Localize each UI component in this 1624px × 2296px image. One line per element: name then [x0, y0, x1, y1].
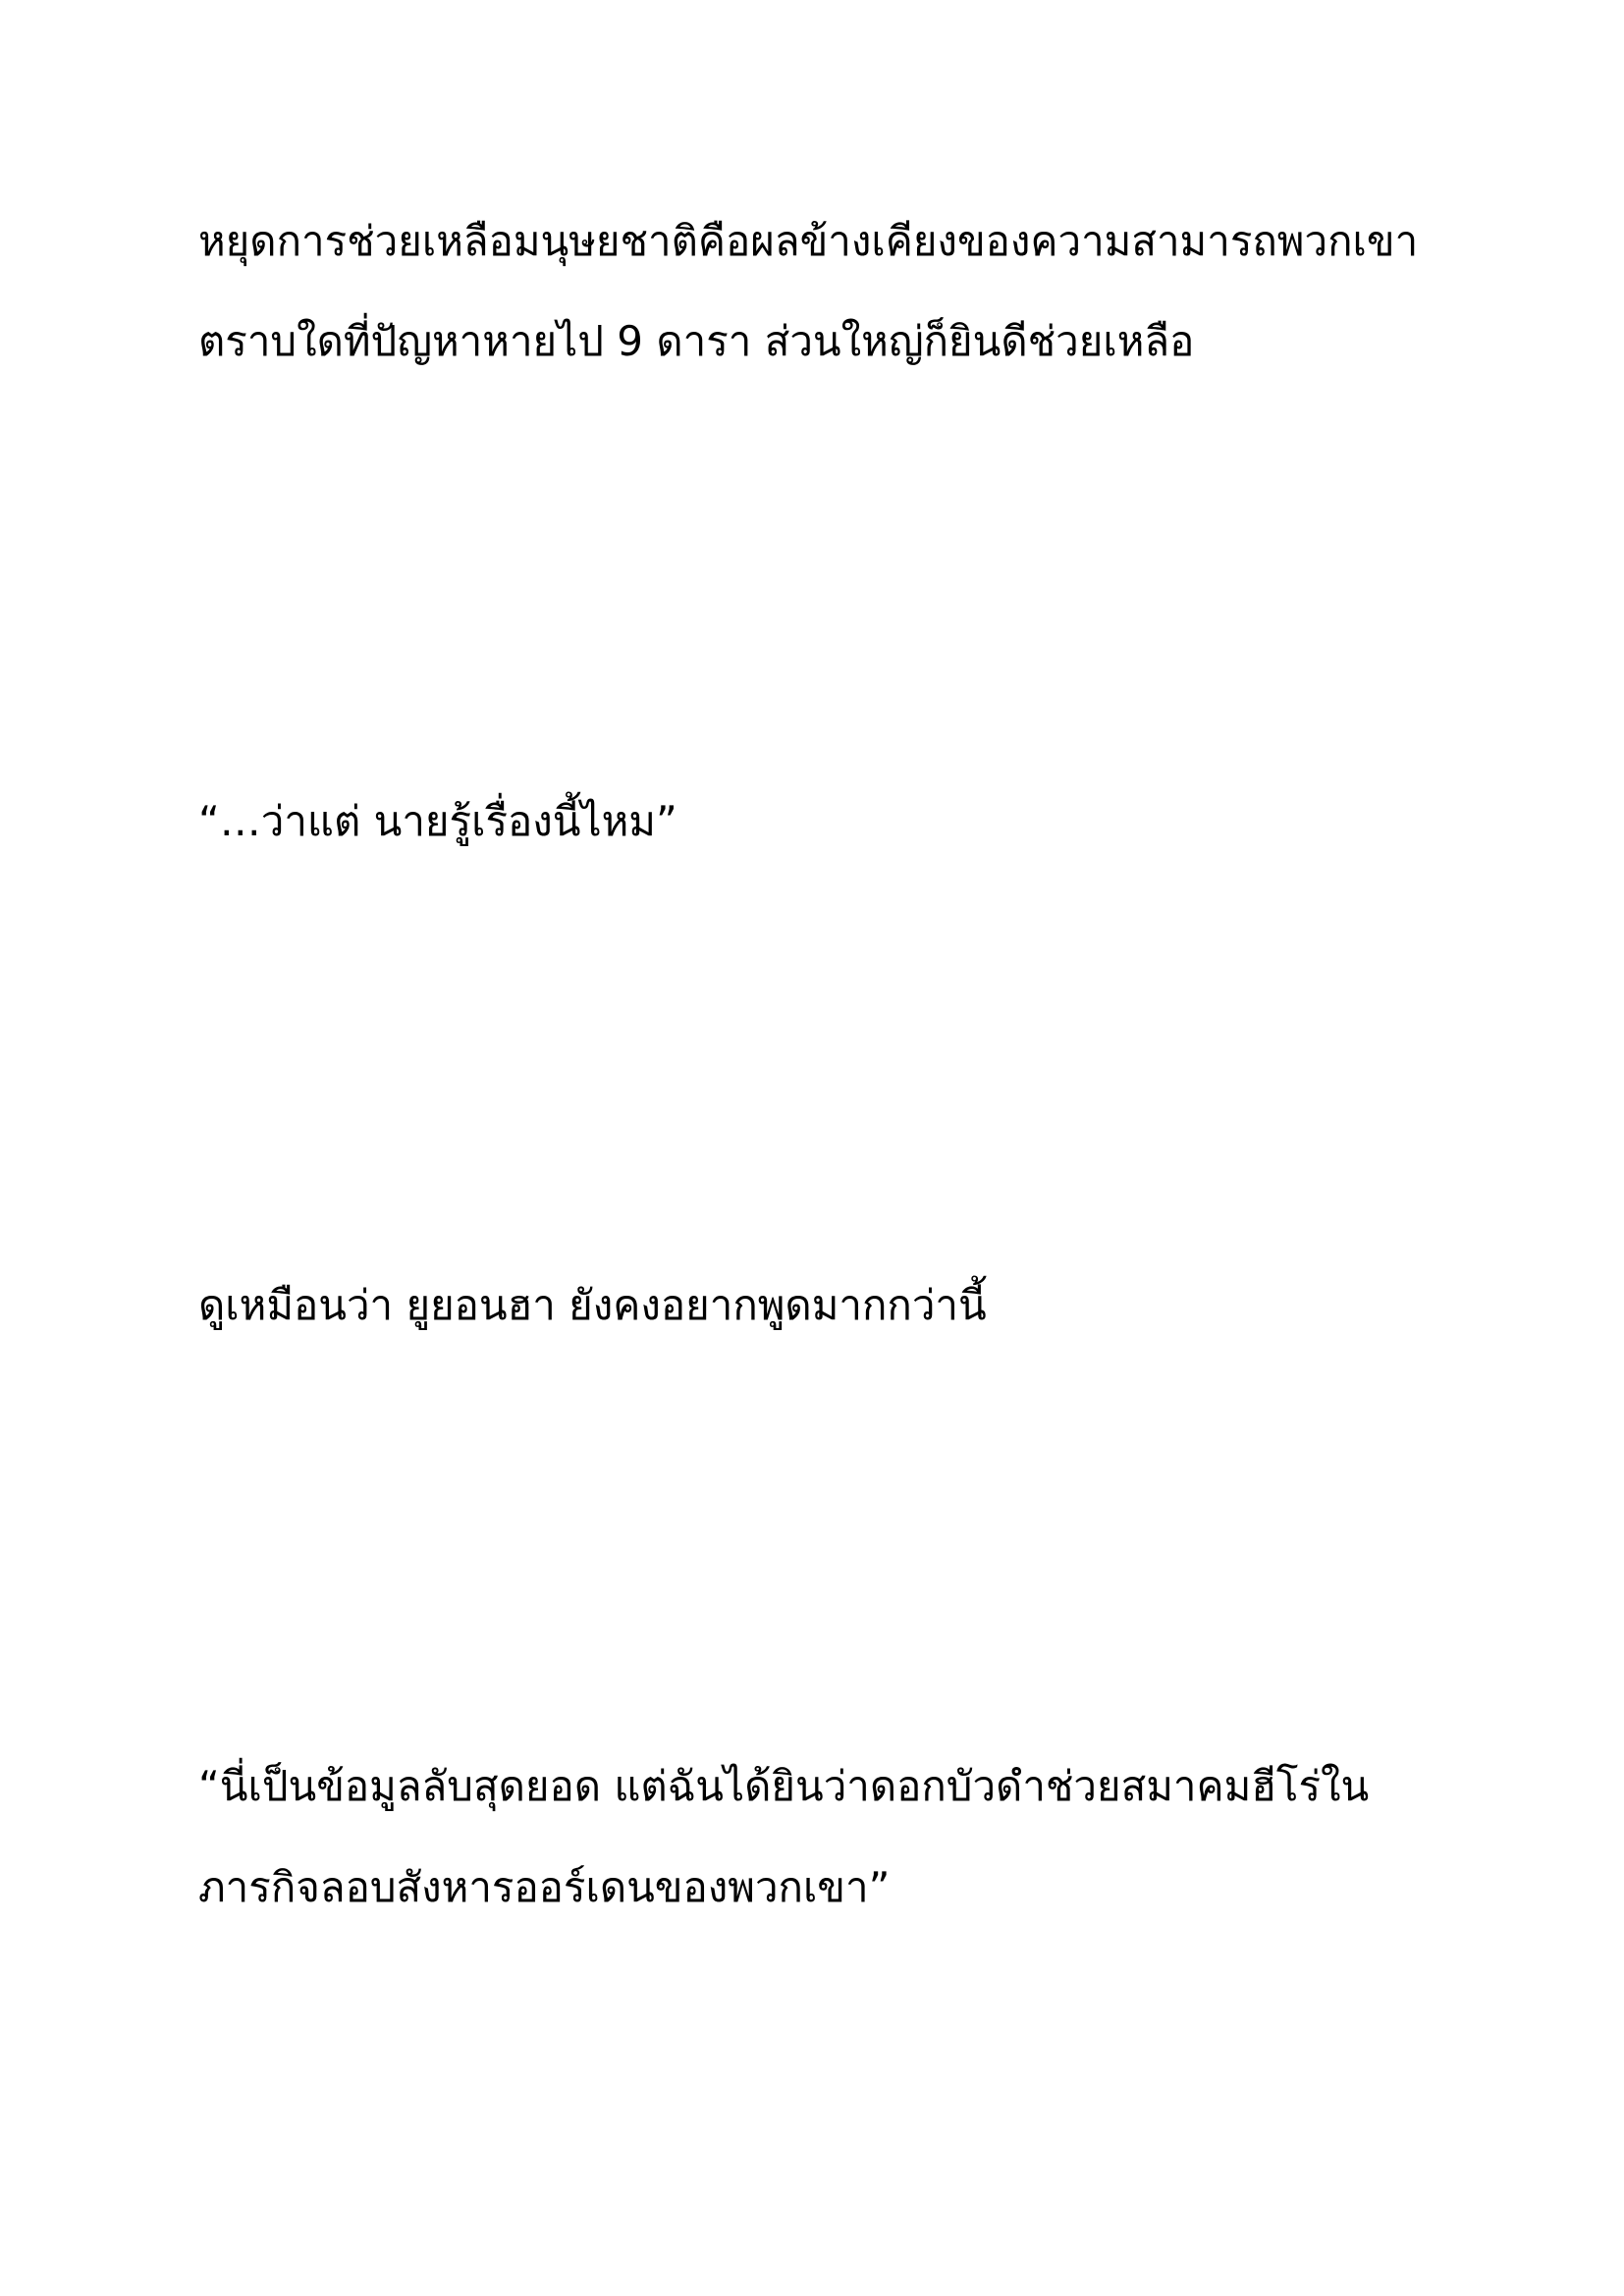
text-line: หยุดการช่วยเหลือมนุษยชาติคือผลข้างเคียงของความสามารถพวกเขา — [198, 217, 1419, 265]
dialogue-line: ภารกิจลอบสังหารออร์เดนของพวกเขา” — [198, 1863, 891, 1911]
dialogue-line: “นี่เป็นข้อมูลลับสุดยอด แต่ฉันได้ยินว่าดอกบัวดำช่วยสมาคมฮีโร่ใน — [198, 1762, 1370, 1810]
text-line: ตราบใดที่ปัญหาหายไป 9 ดารา ส่วนใหญ่ก็ยินดีช่วยเหลือ — [198, 317, 1195, 365]
dialogue-line: “…ว่าแต่ นายรู้เรื่องนี้ไหม” — [198, 797, 677, 845]
text-line: ดูเหมือนว่า ยูยอนฮา ยังคงอยากพูดมากกว่านี้ — [198, 1281, 987, 1329]
